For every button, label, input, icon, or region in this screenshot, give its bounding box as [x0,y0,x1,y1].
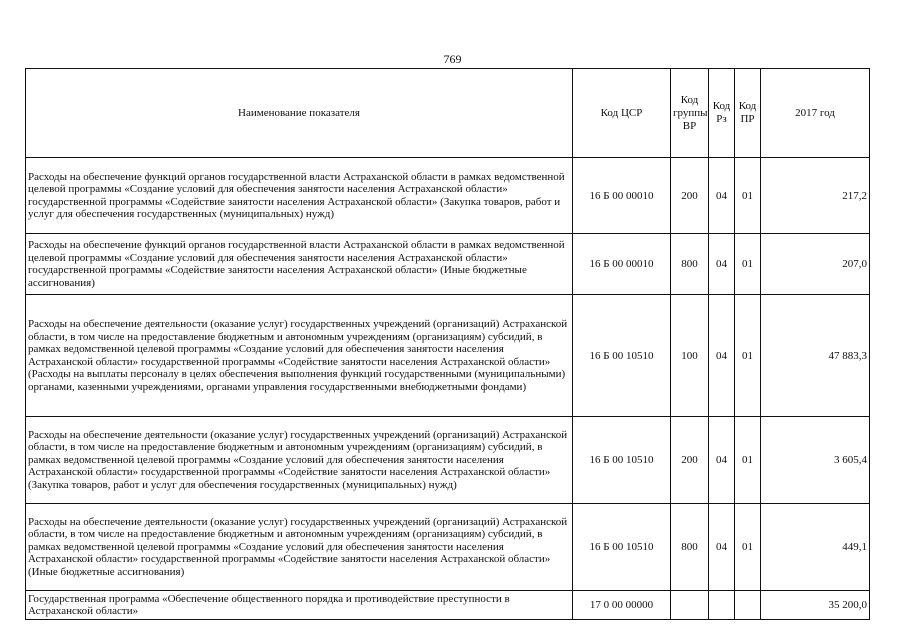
row-amount: 3 605,4 [761,417,870,504]
table-row [26,591,870,620]
row-name: Государственная программа «Обеспечение общественного порядка и противодействие преступности в Астраханской области» [26,591,573,620]
row-csr-code: 16 Б 00 10510 [573,417,671,504]
row-amount: 449,1 [761,504,870,591]
header-rz-line1: Код [712,100,731,112]
row-vr-code: 200 [671,417,709,504]
header-csr [573,69,671,158]
row-rz-code [709,591,735,620]
header-rz [709,69,735,158]
header-vr-line1: Код [680,93,699,106]
header-year [761,69,870,158]
row-pr-code [735,591,761,620]
table-row [26,158,870,234]
row-vr-code: 200 [671,158,709,234]
header-pr [735,69,761,158]
row-amount: 47 883,3 [761,295,870,417]
row-pr-code: 01 [735,158,761,234]
row-vr-code [671,591,709,620]
header-pr-line2: ПР [740,113,755,125]
table-row [26,234,870,295]
row-amount: 35 200,0 [761,591,870,620]
row-pr-code: 01 [735,295,761,417]
row-csr-code: 16 Б 00 10510 [573,504,671,591]
row-name: Расходы на обеспечение деятельности (оказание услуг) государственных учреждений (организаций) Астраханской области, в том числе на предоставление бюджетным и автономным учреждениям (организациям) субсидий, в рамках ведомственной целевой программы «Создание условий для обеспечения занятости населения Астраханской области» государственной программы «Содействие занятости населения Астраханской области» (Расходы на выплаты персоналу в целях обеспечения выполнения функций государственными (муниципальными) органами, казенными учреждениями, органами управления государственными внебюджетными фондами) [26,295,573,417]
header-pr-line1: Код [738,100,757,112]
row-name: Расходы на обеспечение деятельности (оказание услуг) государственных учреждений (организаций) Астраханской области, в том числе на предоставление бюджетным и автономным учреждениям (организациям) субсидий, в рамках ведомственной целевой программы «Создание условий для обеспечения занятости населения Астраханской области» государственной программы «Содействие занятости населения Астраханской области» (Закупка товаров, работ и услуг для обеспечения государственных (муниципальных) нужд) [26,417,573,504]
table-header-row [26,69,870,158]
page-number: 769 [443,52,462,66]
row-rz-code: 04 [709,234,735,295]
header-csr-label: Код ЦСР [600,106,643,119]
header-rz-line2: Рз [716,113,727,125]
row-vr-code: 800 [671,504,709,591]
budget-table [25,68,870,620]
header-name-label: Наименование показателя [238,106,360,119]
row-rz-code: 04 [709,158,735,234]
row-name: Расходы на обеспечение деятельности (оказание услуг) государственных учреждений (организаций) Астраханской области, в том числе на предоставление бюджетным и автономным учреждениям (организациям) субсидий, в рамках ведомственной целевой программы «Создание условий для обеспечения занятости населения Астраханской области» государственной программы «Содействие занятости населения Астраханской области» (Иные бюджетные ассигнования) [26,504,573,591]
row-csr-code: 17 0 00 00000 [573,591,671,620]
header-vr [671,69,709,158]
header-year-label: 2017 год [795,106,835,119]
row-rz-code: 04 [709,504,735,591]
row-pr-code: 01 [735,504,761,591]
row-csr-code: 16 Б 00 10510 [573,295,671,417]
row-rz-code: 04 [709,417,735,504]
table-row [26,417,870,504]
row-vr-code: 100 [671,295,709,417]
header-vr-line2: группы [673,106,708,119]
row-vr-code: 800 [671,234,709,295]
row-pr-code: 01 [735,234,761,295]
row-pr-code: 01 [735,417,761,504]
row-csr-code: 16 Б 00 00010 [573,234,671,295]
row-csr-code: 16 Б 00 00010 [573,158,671,234]
row-name: Расходы на обеспечение функций органов государственной власти Астраханской области в рамках ведомственной целевой программы «Создание условий для обеспечения занятости населения Астраханской области» государственной программы «Содействие занятости населения Астраханской области» (Закупка товаров, работ и услуг для обеспечения государственных (муниципальных) нужд) [26,158,573,234]
header-name [26,69,573,158]
row-rz-code: 04 [709,295,735,417]
row-amount: 207,0 [761,234,870,295]
row-amount: 217,2 [761,158,870,234]
table-row [26,295,870,417]
header-vr-line3: ВР [682,119,697,132]
row-name: Расходы на обеспечение функций органов государственной власти Астраханской области в рамках ведомственной целевой программы «Создание условий для обеспечения занятости населения Астраханской области» государственной программы «Содействие занятости населения Астраханской области» (Иные бюджетные ассигнования) [26,234,573,295]
table-row [26,504,870,591]
